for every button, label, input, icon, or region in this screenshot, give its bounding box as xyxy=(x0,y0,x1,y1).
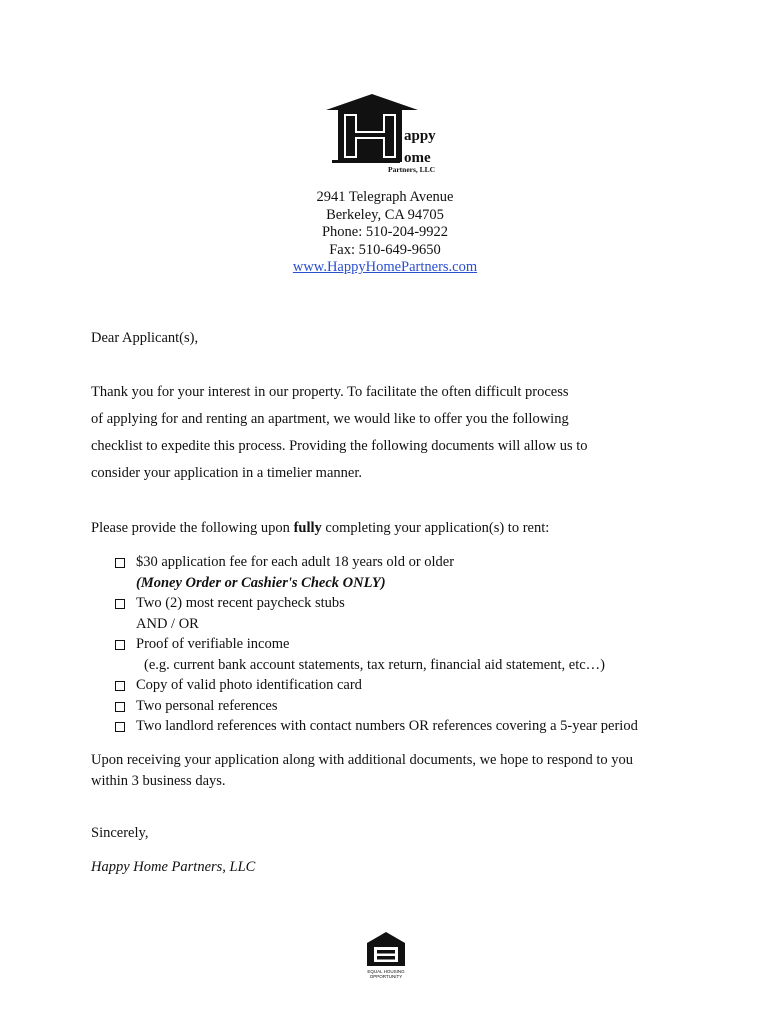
address-city: Berkeley, CA 94705 xyxy=(326,206,444,223)
house-h-logo-icon xyxy=(326,92,450,174)
address-phone: Phone: 510-204-9922 xyxy=(321,224,449,240)
equal-housing-line2: OPPORTUNITY xyxy=(369,974,403,979)
checklist-item-text: Two landlord references with contact numbers OR references covering a 5-year period xyxy=(136,718,638,734)
request-text-after: completing your application(s) to rent: xyxy=(321,520,550,536)
checklist-item-text: $30 application fee for each adult 18 years old or older xyxy=(136,554,455,570)
logo-word-ome: ome xyxy=(404,150,431,166)
signature: Happy Home Partners, LLC xyxy=(91,859,256,875)
response-line: Upon receiving your application along with additional documents, we hope to respond to you xyxy=(91,752,634,768)
intro-line: consider your application in a timelier manner. xyxy=(91,465,362,481)
closing: Sincerely, xyxy=(91,825,149,841)
intro-line: Thank you for your interest in our property. To facilitate the often difficult process xyxy=(91,384,569,400)
address-fax: Fax: 510-649-9650 xyxy=(329,241,441,258)
checkbox[interactable] xyxy=(115,681,125,691)
logo-word-appy: appy xyxy=(404,128,436,144)
checkbox[interactable] xyxy=(115,599,125,609)
intro-line: checklist to expedite this process. Providing the following documents will allow us to xyxy=(91,438,588,454)
equal-housing-logo xyxy=(364,930,408,980)
checkbox[interactable] xyxy=(115,640,125,650)
checkbox[interactable] xyxy=(115,722,125,732)
checklist-note-text: (e.g. current bank account statements, tax return, financial aid statement, etc…) xyxy=(144,656,605,673)
checklist-note-text: AND / OR xyxy=(136,615,199,632)
request-emphasis: fully xyxy=(293,520,322,536)
intro-paragraph xyxy=(91,379,691,487)
website-link[interactable]: www.HappyHomePartners.com xyxy=(292,259,478,275)
checkbox[interactable] xyxy=(115,702,125,712)
equal-housing-house-icon xyxy=(364,930,408,968)
checklist-item-text: Two personal references xyxy=(136,697,278,714)
company-logo xyxy=(326,92,450,174)
request-line xyxy=(91,520,549,537)
checklist-item-text: Copy of valid photo identification card xyxy=(136,677,362,693)
request-text-before: Please provide the following upon xyxy=(91,520,294,536)
checklist-item-text: Two (2) most recent paycheck stubs xyxy=(136,595,345,611)
logo-tagline: Partners, LLC xyxy=(388,165,436,174)
checklist-item-text: Proof of verifiable income xyxy=(136,636,290,652)
equal-housing-line1: EQUAL HOUSING xyxy=(367,969,405,974)
company-address xyxy=(0,189,770,277)
response-paragraph xyxy=(91,750,633,792)
checkbox[interactable] xyxy=(115,558,125,568)
address-street: 2941 Telegraph Avenue xyxy=(316,189,454,205)
checklist-note-text: (Money Order or Cashier's Check ONLY) xyxy=(136,574,386,591)
response-line: within 3 business days. xyxy=(91,773,226,789)
intro-line: of applying for and renting an apartment, we would like to offer you the following xyxy=(91,411,569,427)
salutation: Dear Applicant(s), xyxy=(91,330,199,346)
